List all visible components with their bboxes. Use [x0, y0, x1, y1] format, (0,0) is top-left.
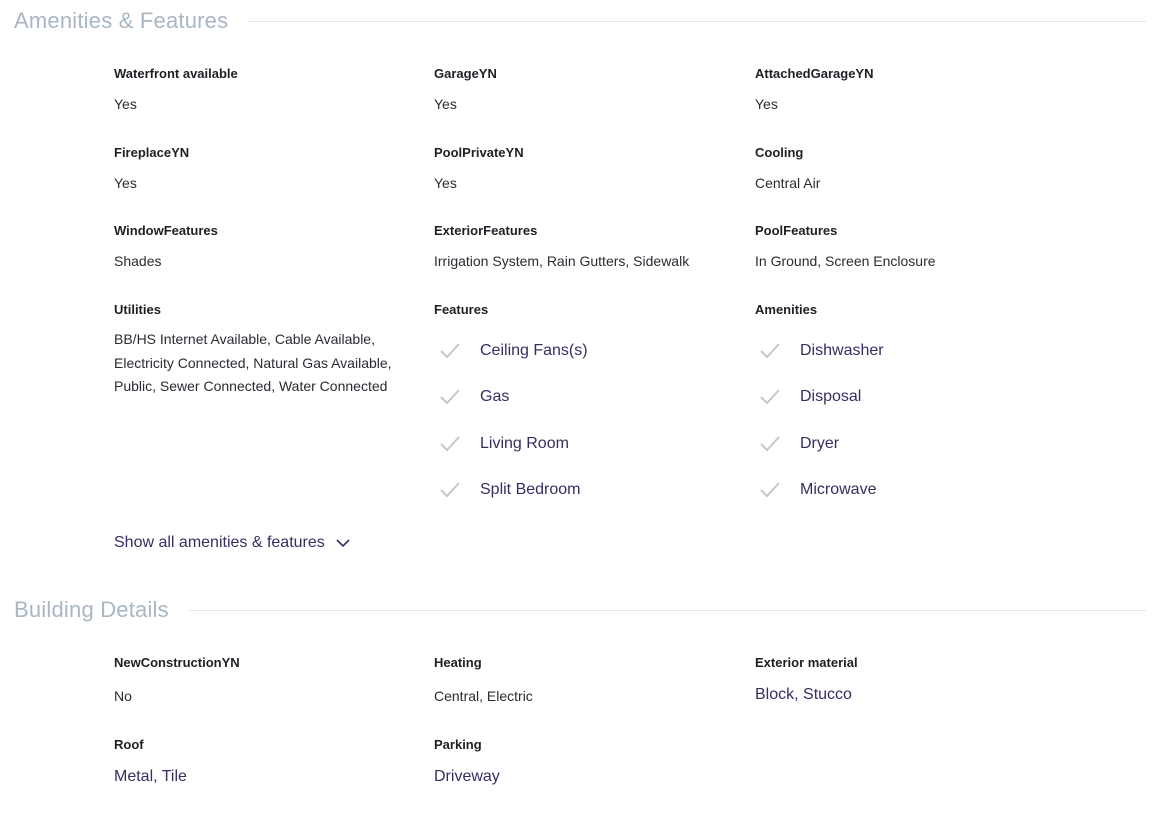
- show-all-amenities-label: Show all amenities & features: [114, 534, 325, 551]
- check-icon: [759, 479, 781, 501]
- field-value-window-features: Shades: [114, 253, 162, 269]
- field-value-utilities: BB/HS Internet Available, Cable Available, Electricity Connected, Natural Gas Available, Public, Sewer Connected, Water Connected: [114, 331, 392, 394]
- field-value-new-construction: No: [114, 688, 132, 704]
- amenity-item: [759, 385, 861, 409]
- field-label-new-construction: NewConstructionYN: [114, 655, 240, 670]
- field-label-roof: Roof: [114, 737, 144, 752]
- amenity-item-label: Dryer: [800, 435, 840, 452]
- field-label-fireplace: FireplaceYN: [114, 145, 190, 160]
- feature-item-label: Split Bedroom: [480, 481, 581, 498]
- chevron-down-icon: [336, 538, 350, 548]
- amenity-item-label: Dishwasher: [800, 342, 884, 359]
- field-value-cooling: Central Air: [755, 175, 821, 191]
- feature-item-label: Gas: [480, 388, 510, 405]
- feature-item: [439, 339, 588, 363]
- field-value-heating: Central, Electric: [434, 688, 533, 704]
- field-value-pool-private: Yes: [434, 175, 457, 191]
- field-label-cooling: Cooling: [755, 145, 804, 160]
- amenity-item: [759, 478, 876, 502]
- amenity-item: [759, 432, 839, 456]
- feature-item: [439, 478, 581, 502]
- field-label-exterior-material: Exterior material: [755, 655, 858, 670]
- amenity-item: [759, 339, 884, 363]
- features-label: Features: [434, 302, 489, 317]
- check-icon: [759, 340, 781, 362]
- section-divider: [248, 21, 1146, 22]
- check-icon: [439, 340, 461, 362]
- field-label-pool-private: PoolPrivateYN: [434, 145, 524, 160]
- field-value-exterior-features: Irrigation System, Rain Gutters, Sidewalk: [434, 253, 690, 269]
- field-label-exterior-features: ExteriorFeatures: [434, 223, 538, 238]
- field-value-fireplace: Yes: [114, 175, 137, 191]
- amenities-label: Amenities: [755, 302, 818, 317]
- check-icon: [439, 479, 461, 501]
- field-value-garage: Yes: [434, 96, 457, 112]
- field-value-exterior-material[interactable]: Block, Stucco: [755, 686, 852, 703]
- field-label-garage: GarageYN: [434, 66, 497, 81]
- check-icon: [759, 386, 781, 408]
- amenity-item-label: Microwave: [800, 481, 877, 498]
- field-value-parking[interactable]: Driveway: [434, 768, 500, 785]
- feature-item: [439, 432, 569, 456]
- building-section-header: [14, 597, 1146, 623]
- show-all-amenities-link[interactable]: [114, 534, 350, 552]
- amenities-section-header: [14, 8, 1146, 34]
- field-value-roof[interactable]: Metal, Tile: [114, 768, 187, 785]
- field-value-pool-features: In Ground, Screen Enclosure: [755, 253, 936, 269]
- feature-item: [439, 385, 509, 409]
- section-divider: [189, 610, 1146, 611]
- check-icon: [439, 386, 461, 408]
- amenity-item-label: Disposal: [800, 388, 862, 405]
- field-label-window-features: WindowFeatures: [114, 223, 218, 238]
- field-label-utilities: Utilities: [114, 302, 161, 317]
- field-label-parking: Parking: [434, 737, 482, 752]
- field-label-attached-garage: AttachedGarageYN: [755, 66, 874, 81]
- field-label-heating: Heating: [434, 655, 482, 670]
- feature-item-label: Living Room: [480, 435, 569, 452]
- feature-item-label: Ceiling Fans(s): [480, 342, 588, 359]
- check-icon: [759, 433, 781, 455]
- field-value-attached-garage: Yes: [755, 96, 778, 112]
- field-value-waterfront: Yes: [114, 96, 137, 112]
- check-icon: [439, 433, 461, 455]
- building-section-title: Building Details: [14, 597, 169, 622]
- amenities-section-title: Amenities & Features: [14, 8, 229, 33]
- field-label-pool-features: PoolFeatures: [755, 223, 838, 238]
- field-label-waterfront: Waterfront available: [114, 66, 238, 81]
